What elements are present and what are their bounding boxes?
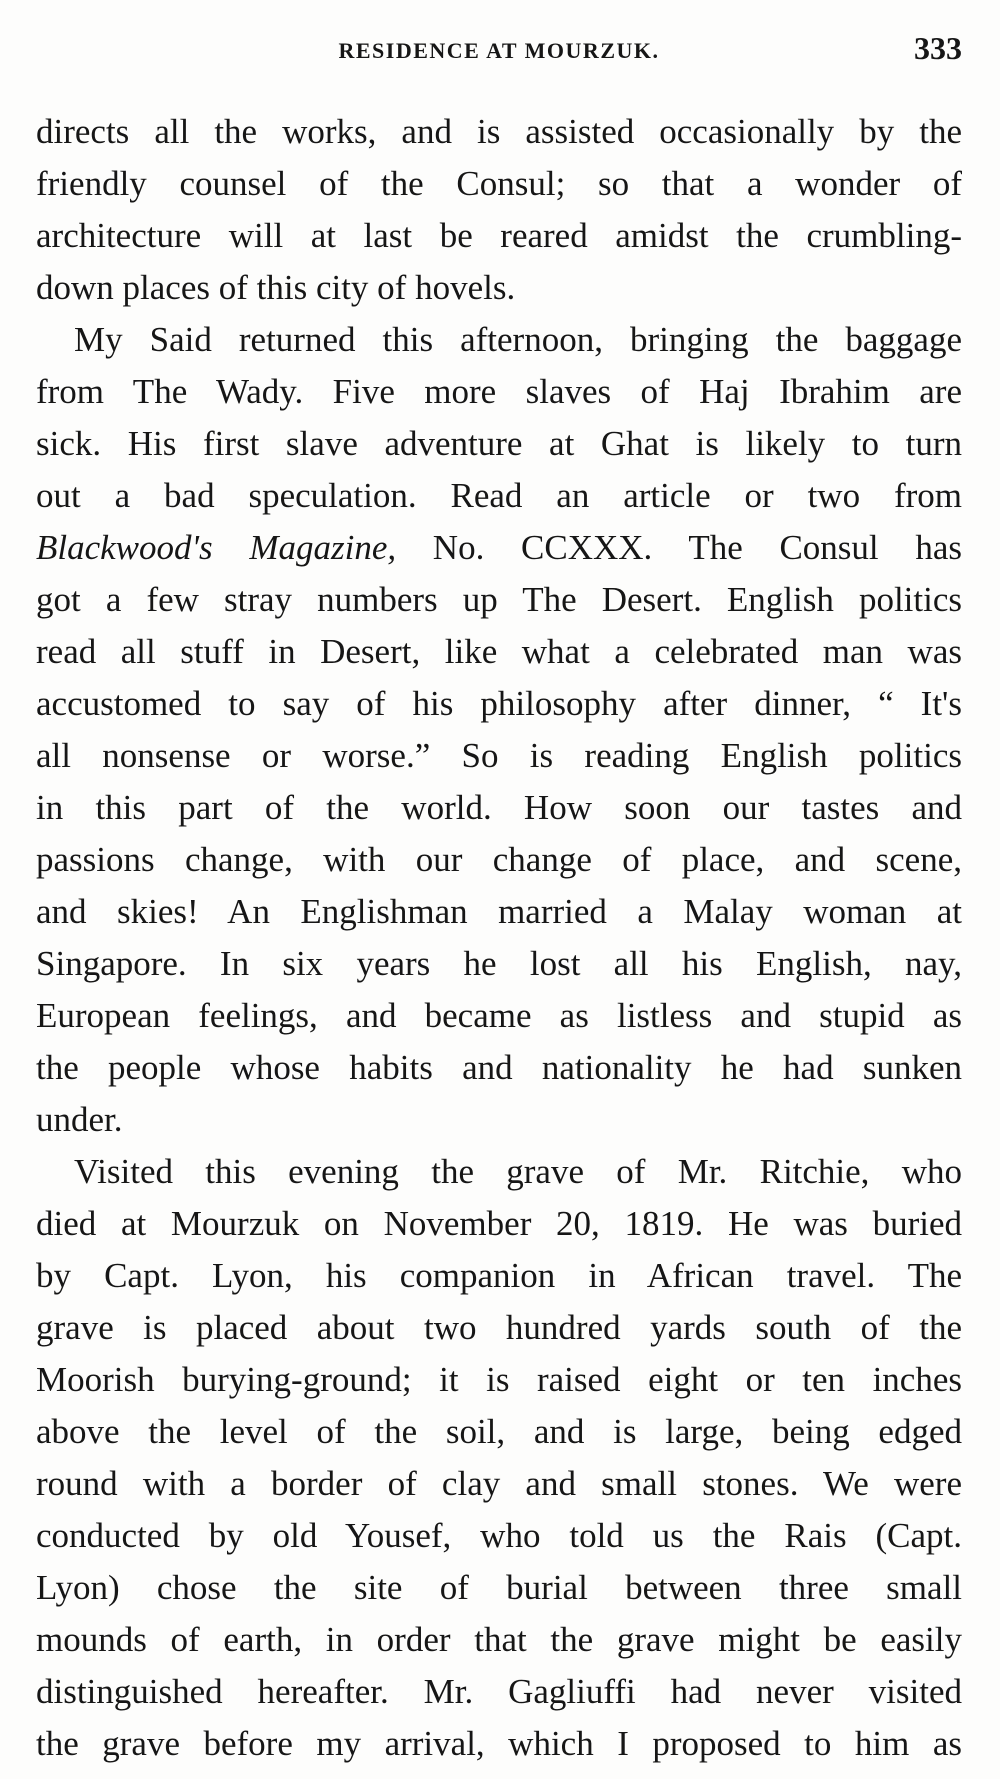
text-line: friendly counsel of the Consul; so that a wonder of <box>36 164 962 203</box>
text-line: and skies! An Englishman married a Malay woman at <box>36 892 962 931</box>
text-line: passions change, with our change of place, and scene, <box>36 840 962 879</box>
text-line: the grave before my arrival, which I proposed to him as <box>36 1724 962 1763</box>
text-line: out a bad speculation. Read an article or two from <box>36 476 962 515</box>
text-line: died at Mourzuk on November 20, 1819. He was buried <box>36 1204 962 1243</box>
text-line: directs all the works, and is assisted occasionally by the <box>36 112 962 151</box>
text-line: got a few stray numbers up The Desert. English politics <box>36 580 962 619</box>
text-line: My Said returned this afternoon, bringing the baggage <box>74 320 962 359</box>
body-text <box>36 106 962 1770</box>
text-line: conducted by old Yousef, who told us the Rais (Capt. <box>36 1516 962 1555</box>
text-line <box>36 522 962 574</box>
text-line: sick. His first slave adventure at Ghat is likely to turn <box>36 424 962 463</box>
text-line: accustomed to say of his philosophy after dinner, “ It's <box>36 684 962 723</box>
text-line: architecture will at last be reared amidst the crumbling- <box>36 216 962 255</box>
text-line: mounds of earth, in order that the grave might be easily <box>36 1620 962 1659</box>
text-line: the people whose habits and nationality he had sunken <box>36 1048 962 1087</box>
page-number: 333 <box>914 30 962 66</box>
text-line: Singapore. In six years he lost all his English, nay, <box>36 944 962 983</box>
text-line: distinguished hereafter. Mr. Gagliuffi had never visited <box>36 1672 962 1711</box>
text-line: read all stuff in Desert, like what a celebrated man was <box>36 632 962 671</box>
italic-title: Blackwood's Magazine, <box>36 528 397 567</box>
text-line: round with a border of clay and small stones. We were <box>36 1464 962 1503</box>
text-line: European feelings, and became as listless and stupid as <box>36 996 962 1035</box>
text-line: grave is placed about two hundred yards south of the <box>36 1308 962 1347</box>
text-line: all nonsense or worse.” So is reading English politics <box>36 736 962 775</box>
text-line: by Capt. Lyon, his companion in African travel. The <box>36 1256 962 1295</box>
text-line: from The Wady. Five more slaves of Haj Ibrahim are <box>36 372 962 411</box>
page-header <box>36 30 962 70</box>
text-line: in this part of the world. How soon our tastes and <box>36 788 962 827</box>
text-line: under. <box>36 1100 123 1139</box>
text-line: above the level of the soil, and is large, being edged <box>36 1412 962 1451</box>
text-line: Visited this evening the grave of Mr. Ritchie, who <box>74 1152 962 1191</box>
running-head: RESIDENCE AT MOURZUK. <box>338 38 660 63</box>
line-text: No. CCXXX. The Consul has <box>396 528 962 567</box>
text-line: down places of this city of hovels. <box>36 268 516 307</box>
text-line: Lyon) chose the site of burial between three small <box>36 1568 962 1607</box>
text-line: Moorish burying-ground; it is raised eight or ten inches <box>36 1360 962 1399</box>
